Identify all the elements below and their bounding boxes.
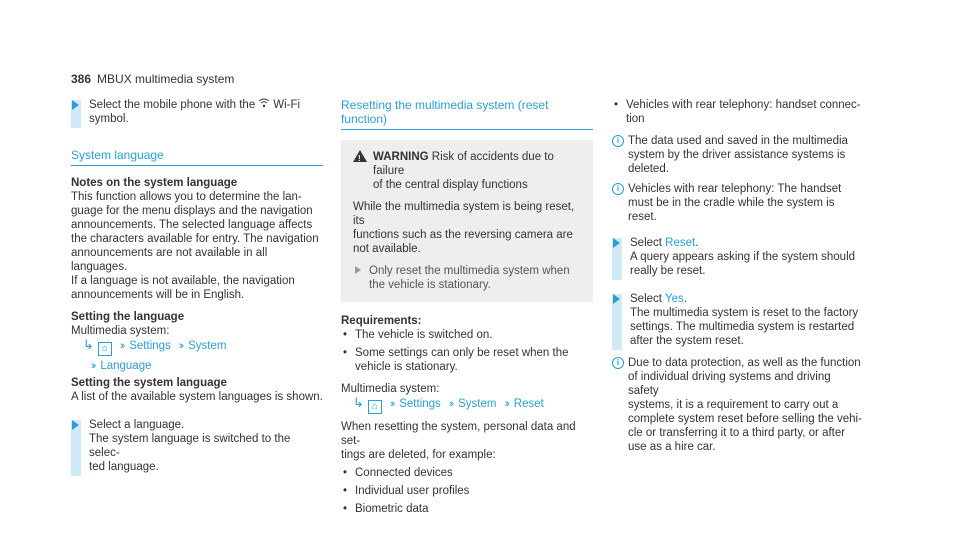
home-icon: ⌂ xyxy=(368,400,382,414)
info-note: i Vehicles with rear telephony: The handset must be in the cradle while the system is reset. xyxy=(612,182,864,224)
wifi-icon xyxy=(258,98,270,112)
chevron-icon: ›› xyxy=(389,398,394,410)
step-arrow-icon xyxy=(613,294,620,304)
section-system-language: System language xyxy=(71,148,323,166)
warning-icon: ! xyxy=(353,150,367,162)
step-select-language: Select a language. The system language is switched to the selec- ted language. xyxy=(71,418,323,474)
step-select-yes: Select Yes. The multimedia system is reset to the factory settings. The multimedia system is restarted after the system reset. xyxy=(612,292,864,348)
examples-list xyxy=(341,466,593,516)
chevron-icon: ›› xyxy=(448,398,453,410)
section-reset: Resetting the multimedia system (reset function) xyxy=(341,98,593,130)
warning-step: Only reset the multimedia system when the vehicle is stationary. xyxy=(353,264,581,292)
chevron-icon: ›› xyxy=(178,340,183,352)
warning-box: ! WARNING Risk of accidents due to failure of the central display functions While the multimedia system is being reset, its functions such as the reversing camera are not available. Only reset the multimedia system when the vehicle is stationary. xyxy=(341,140,593,302)
page-header xyxy=(71,72,234,87)
list-item: • The vehicle is switched on. xyxy=(341,328,593,342)
path-arrow-icon: ↳ xyxy=(83,337,94,352)
info-note: i The data used and saved in the multimedia system by the driver assistance systems is deleted. xyxy=(612,134,864,176)
page-title: MBUX multimedia system xyxy=(97,72,235,86)
step-select-reset: Select Reset. A query appears asking if the system should really be reset. xyxy=(612,236,864,278)
requirements-list xyxy=(341,328,593,374)
chevron-icon: ›› xyxy=(91,360,95,372)
info-icon: i xyxy=(612,135,624,147)
step-arrow-icon xyxy=(613,238,620,248)
path-arrow-icon: ↳ xyxy=(353,395,364,410)
info-icon: i xyxy=(612,183,624,195)
subhead-system-language: Setting the system language xyxy=(71,377,227,389)
list-item: • Connected devices xyxy=(341,466,593,480)
menu-path-reset: ↳ ⌂ ›› Settings ›› System ›› Reset xyxy=(353,395,544,412)
step-arrow-icon xyxy=(72,420,79,430)
chevron-icon: ›› xyxy=(119,340,124,352)
info-note: i Due to data protection, as well as the function of individual driving systems and driving safety systems, it is a requirement to carry out a complete system reset before selling the vehi- cle or transferring it to a third party, or after use as a hire car. xyxy=(612,356,864,454)
step-arrow-icon xyxy=(72,100,79,110)
info-icon: i xyxy=(612,357,624,369)
column-3 xyxy=(612,98,864,460)
column-1: Select the mobile phone with the Wi-Fi symbol. System language Notes on the system language This function allows you to determine the lan- guage for the menu displays and the navigation announcements. The selected language affects the characters available for entry. The navigation announcements are not available in all languages. If a language is not available, the navigation announcements will be in English. Setting the language Multimedia system: ↳ ⌂ ›› Settings ›› System ›› Language Setting the system language A list of the available system languages is shown. Select a language. The system language is switched to the selec- ted language. xyxy=(71,98,323,492)
list-item: • Biometric data xyxy=(341,502,593,516)
subhead-notes: Notes on the system language xyxy=(71,177,238,189)
page-number: 386 xyxy=(71,72,92,86)
subhead-requirements: Requirements: xyxy=(341,315,422,327)
home-icon: ⌂ xyxy=(98,342,112,356)
examples-list-continued xyxy=(612,98,864,126)
chevron-icon: ›› xyxy=(504,398,508,410)
list-item: • Vehicles with rear telephony: handset connec- tion xyxy=(612,98,864,126)
subhead-setting-language: Setting the language xyxy=(71,311,185,323)
notes-text: This function allows you to determine the lan- guage for the menu displays and the navigation announcements. The selected language affects the characters available for entry. The navigation announcements are not available in all languages. If a language is not available, the navigation announcements will be in English. xyxy=(71,191,319,301)
menu-path-language: ↳ ⌂ ›› Settings ›› System xyxy=(83,337,227,354)
column-2: Resetting the multimedia system (reset function) ! WARNING Risk of accidents due to failure of the central display functions While the multimedia system is being reset, its functions such as the reversing camera are not available. Only reset the multimedia system when the vehicle is stationary. Requirements: • The vehicle is switched on. • Some settings can only be reset when the vehicle is stationary. Multimedia system: ↳ ⌂ ›› Settings ›› System ›› Reset When resetting the system, personal data and set- tings are deleted, for example: • Connected devices • Individual user profiles • Biometric data xyxy=(341,98,593,524)
list-item: • Individual user profiles xyxy=(341,484,593,498)
step-arrow-icon xyxy=(355,266,361,274)
step-select-phone: Select the mobile phone with the Wi-Fi symbol. xyxy=(71,98,323,126)
list-item: • Some settings can only be reset when the vehicle is stationary. xyxy=(341,346,593,374)
